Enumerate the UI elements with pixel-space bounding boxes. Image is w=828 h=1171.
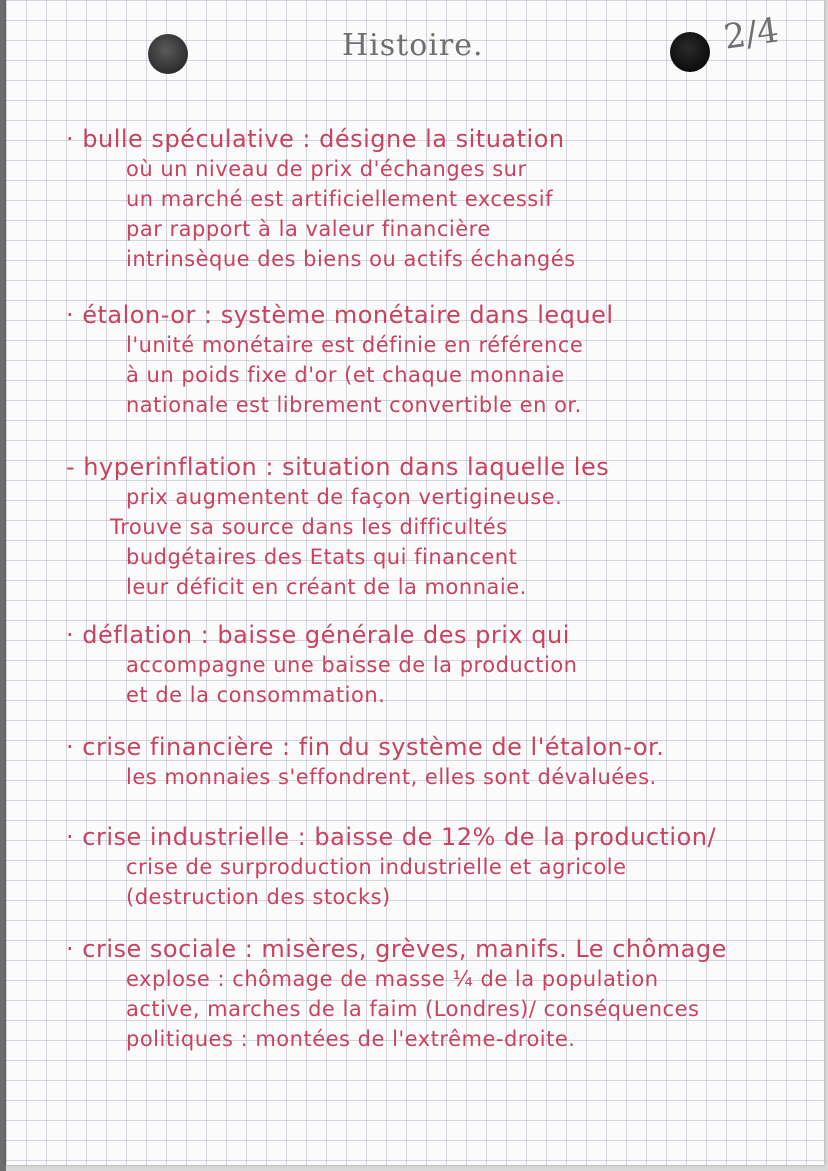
punch-hole-right (670, 32, 710, 72)
entry-line: à un poids fixe d'or (et chaque monnaie (126, 363, 565, 387)
entry-line: · crise industrielle : baisse de 12% de la production/ (66, 823, 717, 851)
entry-line: explose : chômage de masse ¼ de la population (126, 967, 659, 991)
entry-line: et de la consommation. (126, 683, 386, 707)
entry-line: budgétaires des Etats qui financent (126, 545, 518, 569)
entry-line: intrinsèque des biens ou actifs échangés (126, 247, 576, 271)
entry-line: un marché est artificiellement excessif (126, 187, 553, 211)
definition-crise-financiere (66, 732, 818, 792)
entry-line: · déflation : baisse générale des prix qui (66, 621, 570, 649)
entry-line: prix augmentent de façon vertigineuse. (126, 485, 563, 509)
entry-line: · bulle spéculative : désigne la situation (66, 125, 565, 153)
definition-crise-sociale (66, 934, 818, 1054)
entry-line: accompagne une baisse de la production (126, 653, 578, 677)
entry-line: les monnaies s'effondrent, elles sont dévaluées. (126, 765, 657, 789)
entry-line: l'unité monétaire est définie en référence (126, 333, 584, 357)
entry-line: nationale est librement convertible en or. (126, 393, 582, 417)
entry-line: Trouve sa source dans les difficultés (110, 515, 508, 539)
entry-line: politiques : montées de l'extrême-droite. (126, 1027, 576, 1051)
definition-crise-industrielle (66, 822, 818, 912)
entry-line: · crise sociale : misères, grèves, manifs. Le chômage (66, 935, 727, 963)
punch-hole-left (148, 34, 188, 74)
entry-line: - hyperinflation : situation dans laquelle les (66, 453, 610, 481)
entry-line: · étalon-or : système monétaire dans lequel (66, 301, 614, 329)
notebook-page (6, 0, 824, 1165)
entry-line: active, marches de la faim (Londres)/ conséquences (126, 997, 700, 1021)
entry-line: (destruction des stocks) (126, 885, 391, 909)
entry-line: leur déficit en créant de la monnaie. (126, 575, 527, 599)
definition-etalon-or (66, 300, 818, 420)
definition-bulle-speculative (66, 124, 818, 274)
entry-line: crise de surproduction industrielle et agricole (126, 855, 627, 879)
entry-line: · crise financière : fin du système de l'étalon-or. (66, 733, 665, 761)
definition-hyperinflation (66, 452, 818, 602)
entry-line: où un niveau de prix d'échanges sur (126, 157, 527, 181)
entry-line: par rapport à la valeur financière (126, 217, 491, 241)
definition-deflation (66, 620, 818, 710)
page-number: 2/4 (721, 10, 782, 58)
page-title: Histoire. (342, 28, 484, 63)
